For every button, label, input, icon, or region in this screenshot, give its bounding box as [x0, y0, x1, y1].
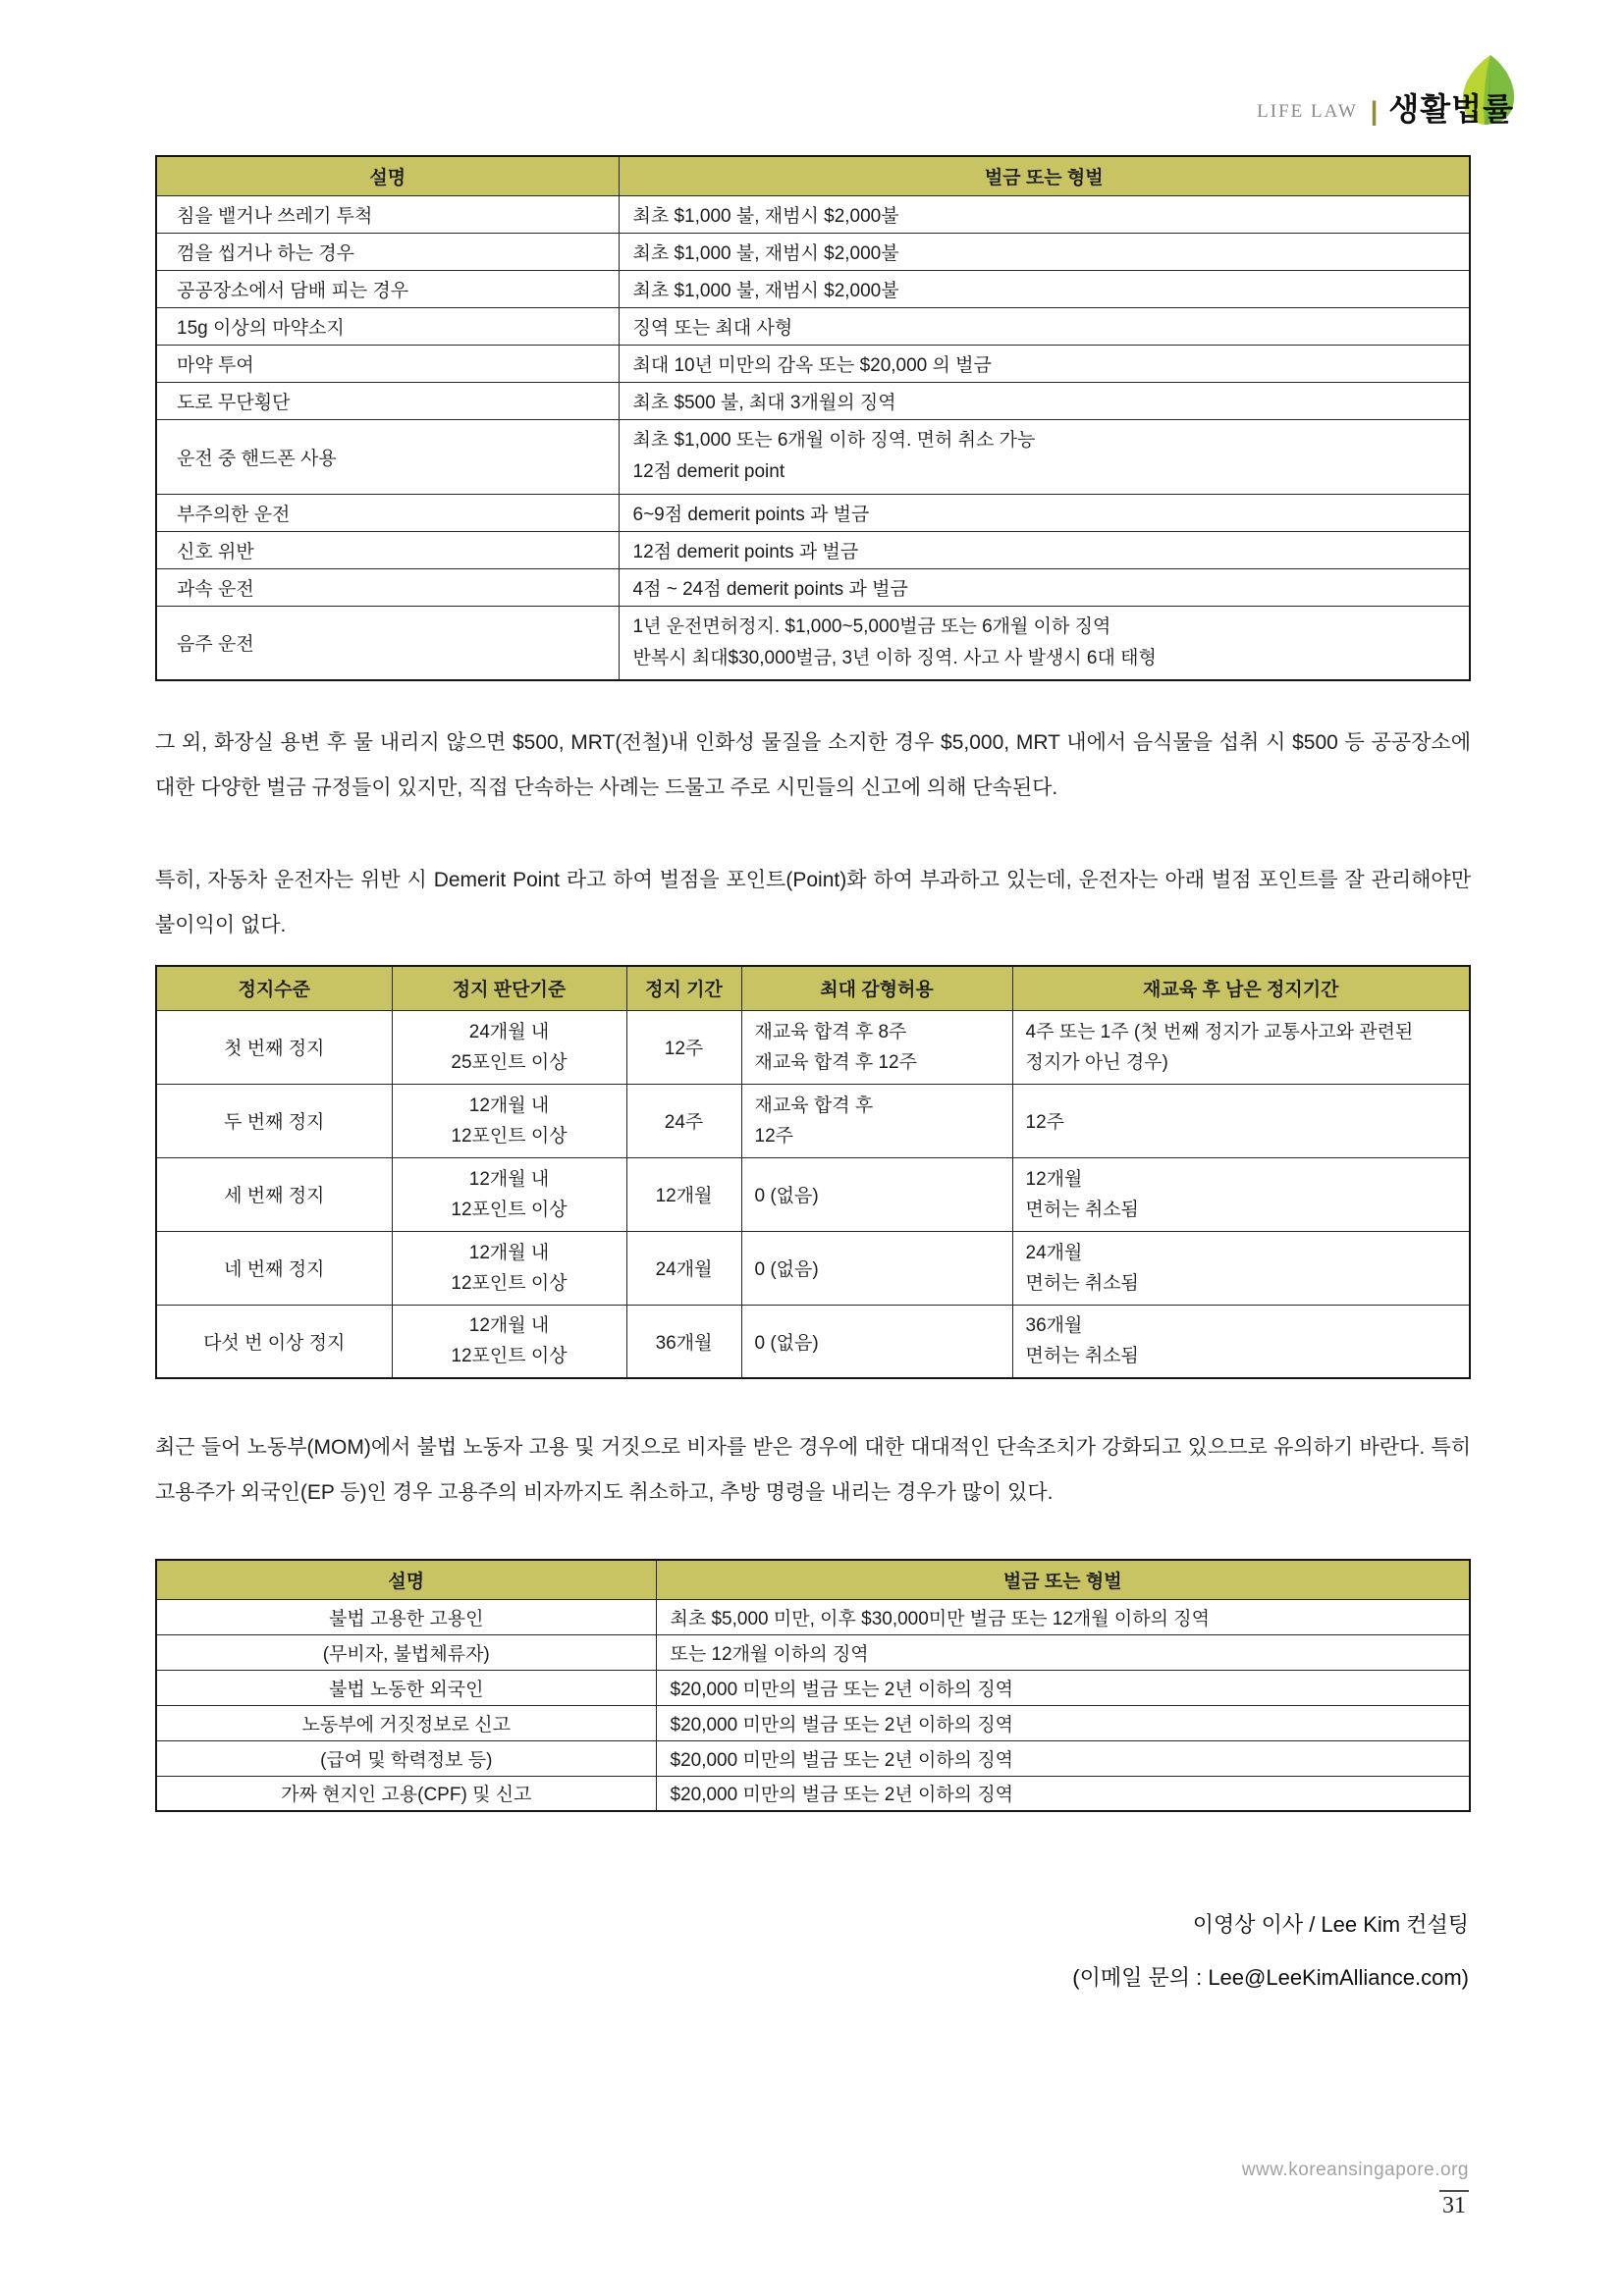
footer-url: www.koreansingapore.org — [1241, 2160, 1469, 2180]
penalty-cell: 또는 12개월 이하의 징역 — [656, 1634, 1470, 1670]
col-header-penalty: 벌금 또는 형벌 — [619, 156, 1470, 195]
offense-cell: 껌을 씹거나 하는 경우 — [156, 233, 619, 270]
col-header-penalty: 벌금 또는 형벌 — [656, 1560, 1470, 1599]
level-cell: 세 번째 정지 — [156, 1157, 392, 1231]
table-header-row — [156, 156, 1470, 195]
remaining-cell: 4주 또는 1주 (첫 번째 정지가 교통사고와 관련된 정지가 아닌 경우) — [1012, 1010, 1470, 1084]
table-row — [156, 419, 1470, 494]
table-row — [156, 531, 1470, 568]
table-row — [156, 1670, 1470, 1705]
header-lifelaw-label: LIFE LAW — [1257, 101, 1358, 122]
criteria-cell: 12개월 내 12포인트 이상 — [392, 1157, 626, 1231]
criteria-cell: 12개월 내 12포인트 이상 — [392, 1231, 626, 1305]
penalty-cell: 최대 10년 미만의 감옥 또는 $20,000 의 벌금 — [619, 345, 1470, 382]
col-header-reduction: 최대 감형허용 — [741, 966, 1012, 1010]
remaining-cell: 24개월 면허는 취소됨 — [1012, 1231, 1470, 1305]
author-name: 이영상 이사 / Lee Kim 컨설팅 — [1192, 1912, 1469, 1937]
penalty-cell: 최초 $1,000 불, 재범시 $2,000불 — [619, 233, 1470, 270]
penalty-cell: $20,000 미만의 벌금 또는 2년 이하의 징역 — [656, 1740, 1470, 1776]
author-block — [1072, 1898, 1469, 2004]
reduction-cell: 0 (없음) — [741, 1157, 1012, 1231]
offense-cell: 부주의한 운전 — [156, 494, 619, 531]
offense-cell: 불법 고용한 고용인 — [156, 1599, 656, 1634]
offense-cell: 노동부에 거짓정보로 신고 — [156, 1705, 656, 1740]
penalty-cell: 1년 운전면허정지. $1,000~5,000벌금 또는 6개월 이하 징역 반복시 최대$30,000벌금, 3년 이하 징역. 사고 사 발생시 6대 태형 — [619, 606, 1470, 680]
penalty-cell: 최초 $1,000 또는 6개월 이하 징역. 면허 취소 가능 12점 demerit point — [619, 419, 1470, 494]
page-number: 31 — [1439, 2190, 1469, 2219]
table-row — [156, 606, 1470, 680]
remaining-cell: 12주 — [1012, 1084, 1470, 1157]
table-row — [156, 270, 1470, 307]
table-row — [156, 382, 1470, 419]
period-cell: 12주 — [626, 1010, 741, 1084]
table-row — [156, 1084, 1470, 1157]
table-row — [156, 1740, 1470, 1776]
table-header-row — [156, 1560, 1470, 1599]
offense-cell: 불법 노동한 외국인 — [156, 1670, 656, 1705]
penalty-cell: $20,000 미만의 벌금 또는 2년 이하의 징역 — [656, 1705, 1470, 1740]
offense-cell: (급여 및 학력정보 등) — [156, 1740, 656, 1776]
reduction-cell: 0 (없음) — [741, 1231, 1012, 1305]
remaining-cell: 36개월 면허는 취소됨 — [1012, 1305, 1470, 1378]
offense-cell: 과속 운전 — [156, 568, 619, 606]
penalty-cell: 4점 ~ 24점 demerit points 과 벌금 — [619, 568, 1470, 606]
table-row — [156, 1705, 1470, 1740]
col-header-description: 설명 — [156, 1560, 656, 1599]
level-cell: 네 번째 정지 — [156, 1231, 392, 1305]
reduction-cell: 재교육 합격 후 12주 — [741, 1084, 1012, 1157]
col-header-criteria: 정지 판단기준 — [392, 966, 626, 1010]
period-cell: 24개월 — [626, 1231, 741, 1305]
reduction-cell: 0 (없음) — [741, 1305, 1012, 1378]
demerit-suspension-table — [155, 965, 1471, 1379]
table-row — [156, 1157, 1470, 1231]
offense-cell: 마약 투여 — [156, 345, 619, 382]
paragraph-public-fines: 그 외, 화장실 용변 후 물 내리지 않으면 $500, MRT(전철)내 인화성 물질을 소지한 경우 $5,000, MRT 내에서 음식물을 섭취 시 $500 등 공공장소에 대한 다양한 벌금 규정들이 있지만, 직접 단속하는 사례는 드물고 주로 시민들의 신고에 의해 단속된다. — [155, 731, 1471, 799]
table-row — [156, 1776, 1470, 1811]
table-row — [156, 494, 1470, 531]
penalty-cell: $20,000 미만의 벌금 또는 2년 이하의 징역 — [656, 1776, 1470, 1811]
offense-cell: 음주 운전 — [156, 606, 619, 680]
table-row — [156, 1231, 1470, 1305]
criteria-cell: 12개월 내 12포인트 이상 — [392, 1305, 626, 1378]
table-header-row — [156, 966, 1470, 1010]
employment-fines-table — [155, 1559, 1471, 1812]
col-header-period: 정지 기간 — [626, 966, 741, 1010]
offense-cell: 15g 이상의 마약소지 — [156, 307, 619, 345]
table-row — [156, 233, 1470, 270]
author-email: (이메일 문의 : Lee@LeeKimAlliance.com) — [1072, 1965, 1469, 1990]
offense-cell: 신호 위반 — [156, 531, 619, 568]
page-title: 생활법률 — [1388, 91, 1514, 127]
table-row — [156, 345, 1470, 382]
penalty-cell: 6~9점 demerit points 과 벌금 — [619, 494, 1470, 531]
penalty-cell: 최초 $5,000 미만, 이후 $30,000미만 벌금 또는 12개월 이하의 징역 — [656, 1599, 1470, 1634]
period-cell: 12개월 — [626, 1157, 741, 1231]
table-row — [156, 1305, 1470, 1378]
offense-cell: 공공장소에서 담배 피는 경우 — [156, 270, 619, 307]
period-cell: 36개월 — [626, 1305, 741, 1378]
penalty-cell: 징역 또는 최대 사형 — [619, 307, 1470, 345]
col-header-level: 정지수준 — [156, 966, 392, 1010]
reduction-cell: 재교육 합격 후 8주 재교육 합격 후 12주 — [741, 1010, 1012, 1084]
period-cell: 24주 — [626, 1084, 741, 1157]
paragraph-demerit-intro: 특히, 자동차 운전자는 위반 시 Demerit Point 라고 하여 벌점을 포인트(Point)화 하여 부과하고 있는데, 운전자는 아래 벌점 포인트를 잘 관리해야만 불이익이 없다. — [155, 869, 1472, 936]
penalty-cell: $20,000 미만의 벌금 또는 2년 이하의 징역 — [656, 1670, 1470, 1705]
table-row — [156, 307, 1470, 345]
criteria-cell: 24개월 내 25포인트 이상 — [392, 1010, 626, 1084]
table-row — [156, 195, 1470, 233]
level-cell: 두 번째 정지 — [156, 1084, 392, 1157]
level-cell: 첫 번째 정지 — [156, 1010, 392, 1084]
penalty-cell: 최초 $1,000 불, 재범시 $2,000불 — [619, 270, 1470, 307]
table-row — [156, 1010, 1470, 1084]
paragraph-mom-enforcement: 최근 들어 노동부(MOM)에서 불법 노동자 고용 및 거짓으로 비자를 받은 경우에 대한 대대적인 단속조치가 강화되고 있으므로 유의하기 바란다. 특히 고용주가 외국인(EP 등)인 경우 고용주의 비자까지도 취소하고, 추방 명령을 내리는 경우가 많이 있다. — [155, 1436, 1471, 1504]
offense-cell: 침을 뱉거나 쓰레기 투척 — [156, 195, 619, 233]
offense-cell: (무비자, 불법체류자) — [156, 1634, 656, 1670]
page-header — [982, 84, 1514, 130]
header-divider: | — [1370, 96, 1379, 126]
table-row — [156, 568, 1470, 606]
public-fines-table — [155, 155, 1471, 681]
table-row — [156, 1634, 1470, 1670]
criteria-cell: 12개월 내 12포인트 이상 — [392, 1084, 626, 1157]
offense-cell: 운전 중 핸드폰 사용 — [156, 419, 619, 494]
offense-cell: 가짜 현지인 고용(CPF) 및 신고 — [156, 1776, 656, 1811]
level-cell: 다섯 번 이상 정지 — [156, 1305, 392, 1378]
offense-cell: 도로 무단횡단 — [156, 382, 619, 419]
col-header-remaining: 재교육 후 남은 정지기간 — [1012, 966, 1470, 1010]
col-header-description: 설명 — [156, 156, 619, 195]
remaining-cell: 12개월 면허는 취소됨 — [1012, 1157, 1470, 1231]
penalty-cell: 최초 $1,000 불, 재범시 $2,000불 — [619, 195, 1470, 233]
table-row — [156, 1599, 1470, 1634]
penalty-cell: 12점 demerit points 과 벌금 — [619, 531, 1470, 568]
penalty-cell: 최초 $500 불, 최대 3개월의 징역 — [619, 382, 1470, 419]
